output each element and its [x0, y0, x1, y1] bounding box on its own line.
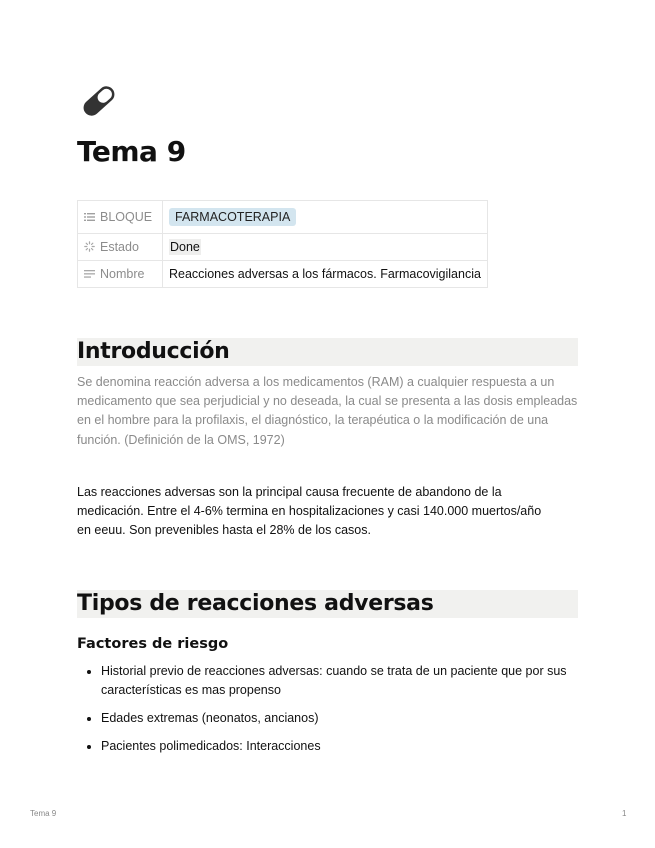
section-heading-tipos: Tipos de reacciones adversas — [77, 590, 578, 618]
section-heading-introduccion: Introducción — [77, 338, 578, 366]
list-icon — [84, 212, 95, 222]
property-label: BLOQUE — [100, 210, 153, 224]
risk-factors-list — [77, 662, 577, 765]
list-item: Historial previo de reacciones adversas: cuando se trata de un paciente que por sus características es mas propenso — [77, 662, 577, 700]
property-row-bloque — [78, 201, 488, 234]
property-row-estado — [78, 234, 488, 261]
list-item: Edades extremas (neonatos, ancianos) — [77, 709, 577, 728]
page-title: Tema 9 — [77, 135, 186, 168]
text-icon — [84, 269, 95, 279]
body-paragraph: Las reacciones adversas son la principal causa frecuente de abandono de la medicación. Entre el 4-6% termina en hospitalizaciones y casi 140.000 muertos/año en eeuu. Son prevenibles hasta el 28% de los casos. — [77, 485, 542, 538]
properties-table — [77, 200, 488, 288]
status-value[interactable]: Done — [170, 240, 200, 254]
property-row-nombre — [78, 261, 488, 288]
definition-paragraph: Se denomina reacción adversa a los medicamentos (RAM) a cualquier respuesta a un medicamento que sea perjudicial y no deseada, la cual se presenta a las dosis empleadas en el hombre para la profilaxis, el diagnóstico, la terapéutica o la modificación de una función. (Definición de la OMS, 1972) — [77, 375, 578, 447]
property-label: Estado — [100, 240, 139, 254]
bloque-tag[interactable]: FARMACOTERAPIA — [169, 208, 296, 226]
page-number: 1 — [622, 809, 627, 818]
subheading-factores: Factores de riesgo — [77, 636, 229, 652]
nombre-value[interactable]: Reacciones adversas a los fármacos. Farmacovigilancia — [163, 261, 488, 288]
pill-icon — [78, 82, 120, 120]
list-item: Pacientes polimedicados: Interacciones — [77, 737, 577, 756]
footer-title: Tema 9 — [30, 809, 57, 818]
property-label: Nombre — [100, 267, 145, 281]
status-icon — [84, 241, 95, 252]
